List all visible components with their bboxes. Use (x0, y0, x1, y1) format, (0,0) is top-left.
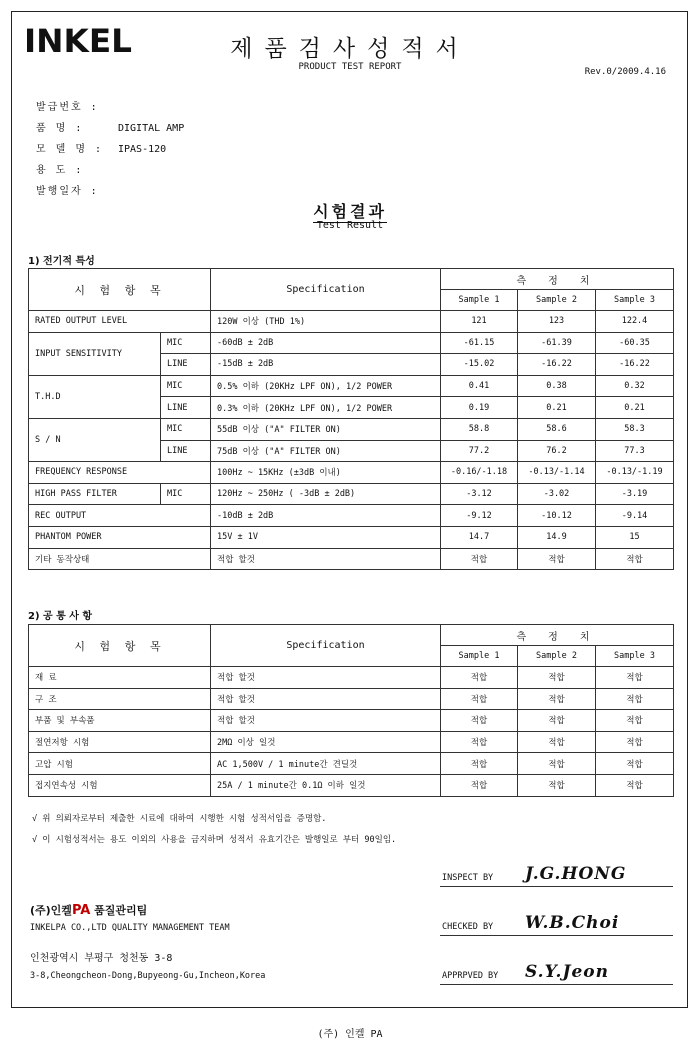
row-sample-3-value: 적합 (596, 688, 674, 710)
row-sample-3-value: -0.13/-1.19 (596, 462, 674, 484)
header-sample-1: Sample 1 (441, 646, 518, 667)
table-row (29, 332, 674, 354)
row-specification: 55dB 이상 ("A" FILTER ON) (211, 418, 441, 440)
row-specification: 15V ± 1V (211, 526, 441, 548)
info-label: 용 도 : (36, 165, 84, 176)
row-test-item: 기타 동작상태 (29, 548, 211, 570)
row-sub-item: MIC (161, 375, 211, 397)
row-specification: -15dB ± 2dB (211, 354, 441, 376)
row-sample-2-value: 적합 (518, 710, 596, 732)
header-sample-2: Sample 2 (518, 290, 596, 311)
row-sample-1-value: -61.15 (441, 332, 518, 354)
row-sample-1-value: 적합 (441, 688, 518, 710)
electrical-characteristics-table (28, 268, 674, 570)
row-specification: AC 1,500V / 1 minute간 견딜것 (211, 753, 441, 775)
table-row (29, 688, 674, 710)
row-sample-2-value: -61.39 (518, 332, 596, 354)
info-issue-date (36, 182, 118, 196)
table-row (29, 548, 674, 570)
table-row (29, 731, 674, 753)
company-address-korean: 인천광역시 부평구 청천동 3-8 (30, 953, 173, 964)
header-test-item: 시 험 항 목 (29, 625, 211, 667)
row-sample-1-value: 121 (441, 311, 518, 333)
row-sample-2-value: 123 (518, 311, 596, 333)
header-sample-2: Sample 2 (518, 646, 596, 667)
info-issue-number (36, 98, 118, 112)
row-test-item: HIGH PASS FILTER (29, 483, 161, 505)
row-sample-1-value: 14.7 (441, 526, 518, 548)
row-sample-1-value: -0.16/-1.18 (441, 462, 518, 484)
result-subtitle: Test Result (316, 220, 384, 231)
row-specification: 2MΩ 이상 일것 (211, 731, 441, 753)
header-specification: Specification (211, 269, 441, 311)
table-row (29, 311, 674, 333)
row-sample-3-value: 0.32 (596, 375, 674, 397)
header-sample-1: Sample 1 (441, 290, 518, 311)
row-test-item: 고압 시험 (29, 753, 211, 775)
row-sample-3-value: -16.22 (596, 354, 674, 376)
row-test-item: REC OUTPUT (29, 505, 211, 527)
row-sub-item: MIC (161, 418, 211, 440)
row-sample-2-value: 적합 (518, 688, 596, 710)
row-sub-item: LINE (161, 354, 211, 376)
row-sample-2-value: -3.02 (518, 483, 596, 505)
row-test-item: 절연저항 시험 (29, 731, 211, 753)
row-sample-2-value: 76.2 (518, 440, 596, 462)
company-team-name (30, 902, 147, 918)
table-row (29, 710, 674, 732)
row-specification: 적합 할것 (211, 667, 441, 689)
row-sample-1-value: 적합 (441, 774, 518, 796)
row-sample-3-value: 0.21 (596, 397, 674, 419)
note-certification: √ 위 의뢰자로부터 제출한 시료에 대하여 시행한 시험 성적서임을 증명함. (32, 814, 327, 824)
table-row (29, 526, 674, 548)
row-sample-1-value: 58.8 (441, 418, 518, 440)
signature-approved (440, 960, 673, 985)
table-row (29, 418, 674, 440)
row-sample-3-value: 122.4 (596, 311, 674, 333)
row-sample-1-value: 적합 (441, 753, 518, 775)
signature-inspect (440, 862, 673, 887)
row-sub-item: LINE (161, 440, 211, 462)
row-sample-1-value: -9.12 (441, 505, 518, 527)
row-sample-2-value: 적합 (518, 667, 596, 689)
info-usage (36, 161, 118, 175)
info-value: DIGITAL AMP (118, 123, 185, 134)
section1-title: 1) 전기적 특성 (28, 256, 95, 267)
info-label: 발급번호 : (36, 102, 99, 113)
info-product-name (36, 119, 184, 133)
header-specification: Specification (211, 625, 441, 667)
row-sample-2-value: -16.22 (518, 354, 596, 376)
table-row (29, 505, 674, 527)
row-sample-1-value: 적합 (441, 710, 518, 732)
row-sample-3-value: 77.3 (596, 440, 674, 462)
row-sample-3-value: 적합 (596, 710, 674, 732)
row-sample-3-value: 15 (596, 526, 674, 548)
row-specification: 적합 할것 (211, 710, 441, 732)
row-sample-2-value: -10.12 (518, 505, 596, 527)
common-items-table (28, 624, 674, 797)
row-sample-1-value: 77.2 (441, 440, 518, 462)
row-specification: 적합 할것 (211, 688, 441, 710)
row-sample-3-value: -9.14 (596, 505, 674, 527)
table-header-row (29, 625, 674, 646)
row-test-item: T.H.D (29, 375, 161, 418)
company-name-suffix: 품질관리팀 (90, 904, 148, 917)
signature-checked (440, 911, 673, 936)
revision-label: Rev.0/2009.4.16 (584, 67, 666, 77)
signature-label: CHECKED BY (442, 922, 494, 932)
signature-label: INSPECT BY (442, 873, 494, 883)
header-measured-value: 측 정 치 (441, 625, 674, 646)
row-specification: 0.3% 이하 (20KHz LPF ON), 1/2 POWER (211, 397, 441, 419)
signature-name: S.Y.Jeon (525, 962, 610, 982)
header-measured-value: 측 정 치 (441, 269, 674, 290)
row-sample-2-value: 0.21 (518, 397, 596, 419)
row-sample-3-value: -60.35 (596, 332, 674, 354)
row-sub-item: MIC (161, 483, 211, 505)
row-test-item: FREQUENCY RESPONSE (29, 462, 211, 484)
row-specification: 100Hz ~ 15KHz (±3dB 이내) (211, 462, 441, 484)
row-sub-item: LINE (161, 397, 211, 419)
row-sample-2-value: 14.9 (518, 526, 596, 548)
row-sample-1-value: -3.12 (441, 483, 518, 505)
result-title (0, 199, 700, 222)
row-sample-2-value: 0.38 (518, 375, 596, 397)
row-sample-3-value: 적합 (596, 548, 674, 570)
row-test-item: PHANTOM POWER (29, 526, 211, 548)
row-specification: -10dB ± 2dB (211, 505, 441, 527)
row-sample-2-value: 적합 (518, 548, 596, 570)
row-specification: 75dB 이상 ("A" FILTER ON) (211, 440, 441, 462)
info-label: 품 명 : (36, 123, 84, 134)
signature-label: APPRPVED BY (442, 971, 499, 981)
row-specification: 25A / 1 minute간 0.1Ω 이하 일것 (211, 774, 441, 796)
header-test-item: 시 험 항 목 (29, 269, 211, 311)
row-sample-2-value: 58.6 (518, 418, 596, 440)
row-sample-3-value: 적합 (596, 774, 674, 796)
table-row (29, 774, 674, 796)
document-subtitle: PRODUCT TEST REPORT (298, 62, 402, 72)
row-test-item: S / N (29, 418, 161, 461)
row-sample-1-value: 적합 (441, 548, 518, 570)
table-header-row (29, 269, 674, 290)
company-address-english: 3-8,Cheongcheon-Dong,Bupyeong-Gu,Incheon,Korea (30, 971, 266, 981)
note-validity: √ 이 시험성적서는 용도 이외의 사용을 금지하며 성적서 유효기간은 발행일로 부터 90일임. (32, 835, 397, 845)
row-sample-1-value: 적합 (441, 667, 518, 689)
logo-text: INKEL (24, 22, 132, 58)
info-label: 모 델 명 : (36, 144, 104, 155)
section2-title: 2) 공 통 사 항 (28, 611, 93, 622)
table-row (29, 483, 674, 505)
signature-name: W.B.Choi (525, 913, 620, 933)
row-sample-1-value: 0.41 (441, 375, 518, 397)
row-sample-1-value: 0.19 (441, 397, 518, 419)
page-footer: (주) 인켈 PA (317, 1029, 383, 1040)
row-specification: 적합 할것 (211, 548, 441, 570)
company-name-pa: PA (71, 903, 91, 918)
row-sample-3-value: 적합 (596, 753, 674, 775)
row-sub-item: MIC (161, 332, 211, 354)
row-test-item: RATED OUTPUT LEVEL (29, 311, 211, 333)
row-test-item: INPUT SENSITIVITY (29, 332, 161, 375)
row-sample-1-value: 적합 (441, 731, 518, 753)
result-title-text: 시험결과 (313, 202, 387, 221)
company-name-prefix: (주)인켈 (30, 904, 72, 917)
table-row (29, 375, 674, 397)
document-title: 제품검사성적서 (230, 36, 470, 62)
company-team-english: INKELPA CO.,LTD QUALITY MANAGEMENT TEAM (30, 923, 230, 933)
table-row (29, 462, 674, 484)
row-test-item: 접지연속성 시험 (29, 774, 211, 796)
row-sample-3-value: 적합 (596, 731, 674, 753)
info-value: IPAS-120 (118, 144, 167, 155)
row-sample-2-value: -0.13/-1.14 (518, 462, 596, 484)
row-specification: 120Hz ~ 250Hz ( -3dB ± 2dB) (211, 483, 441, 505)
info-model-name (36, 140, 166, 154)
row-sample-3-value: -3.19 (596, 483, 674, 505)
info-label: 발행일자 : (36, 186, 99, 197)
row-sample-2-value: 적합 (518, 753, 596, 775)
header-sample-3: Sample 3 (596, 646, 674, 667)
row-specification: 0.5% 이하 (20KHz LPF ON), 1/2 POWER (211, 375, 441, 397)
row-sample-2-value: 적합 (518, 731, 596, 753)
row-sample-2-value: 적합 (518, 774, 596, 796)
header-sample-3: Sample 3 (596, 290, 674, 311)
row-test-item: 부품 및 부속품 (29, 710, 211, 732)
row-specification: 120W 이상 (THD 1%) (211, 311, 441, 333)
signature-name: J.G.HONG (525, 864, 627, 884)
row-sample-3-value: 58.3 (596, 418, 674, 440)
table-row (29, 667, 674, 689)
row-sample-3-value: 적합 (596, 667, 674, 689)
table-row (29, 753, 674, 775)
row-sample-1-value: -15.02 (441, 354, 518, 376)
row-specification: -60dB ± 2dB (211, 332, 441, 354)
row-test-item: 구 조 (29, 688, 211, 710)
row-test-item: 재 료 (29, 667, 211, 689)
